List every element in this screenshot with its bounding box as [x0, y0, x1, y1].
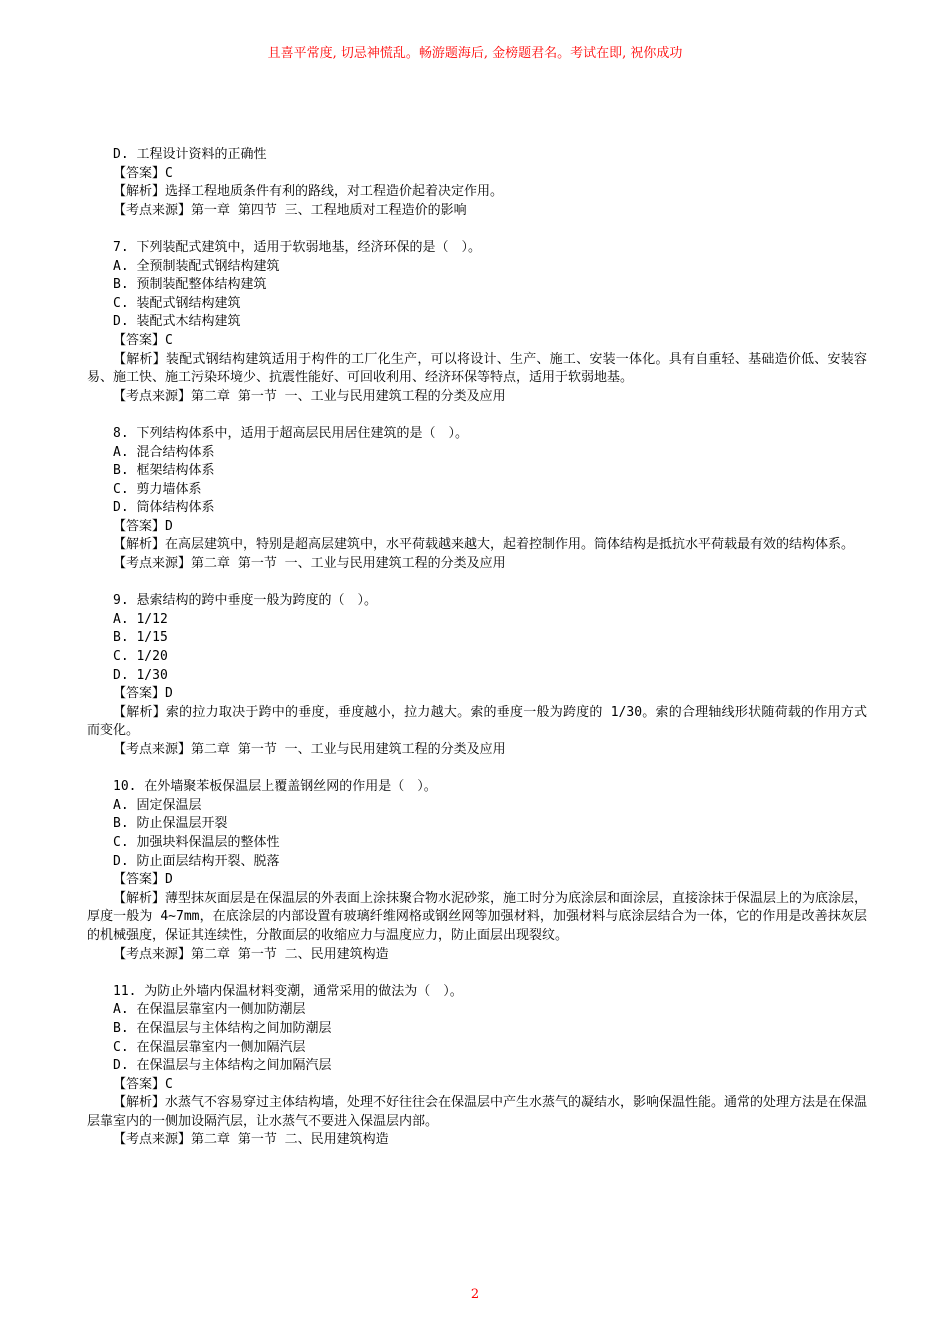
option-b: B. 1/15 [113, 630, 168, 646]
option-b: B. 防止保温层开裂 [113, 816, 228, 832]
source-line: 【考点来源】第二章 第一节 二、民用建筑构造 [113, 1132, 389, 1148]
question-block-10 [87, 778, 867, 964]
answer-line: 【答案】C [113, 332, 173, 348]
source-line: 【考点来源】第一章 第四节 三、工程地质对工程造价的影响 [113, 202, 467, 218]
analysis-line: 【解析】装配式钢结构建筑适用于构件的工厂化生产，可以将设计、生产、施工、安装一体化。具有自重轻、基础造价低、安装容易、施工快、施工污染环境少、抗震性能好、可回收利用、经济环保等特点，适用于软弱地基。 [87, 351, 867, 386]
option-b: B. 在保温层与主体结构之间加防潮层 [113, 1020, 332, 1036]
option-b: B. 框架结构体系 [113, 463, 215, 479]
spacer [87, 574, 867, 593]
analysis-line: 【解析】索的拉力取决于跨中的垂度，垂度越小，拉力越大。索的垂度一般为跨度的 1/30。索的合理轴线形状随荷载的作用方式而变化。 [87, 704, 867, 739]
spacer [87, 406, 867, 425]
header-motto: 且喜平常度, 切忌神慌乱。畅游题海后, 金榜题君名。考试在即, 祝你成功 [267, 46, 683, 61]
option-c: C. 在保温层靠室内一侧加隔汽层 [113, 1039, 306, 1055]
spacer [87, 964, 867, 983]
option-c: C. 装配式钢结构建筑 [113, 295, 241, 311]
option-c: C. 剪力墙体系 [113, 481, 202, 497]
option-d: D. 1/30 [113, 667, 168, 683]
page-number: 2 [470, 1287, 480, 1302]
question-stem: 9. 悬索结构的跨中垂度一般为跨度的（ ）。 [113, 593, 377, 609]
question-stem: 8. 下列结构体系中，适用于超高层民用居住建筑的是（ ）。 [113, 425, 468, 441]
answer-line: 【答案】D [113, 686, 173, 702]
question-block-7 [87, 239, 867, 406]
option-a: A. 混合结构体系 [113, 444, 215, 460]
question-stem: 11. 为防止外墙内保温材料变潮，通常采用的做法为（ ）。 [113, 983, 463, 999]
option-d: D. 在保温层与主体结构之间加隔汽层 [113, 1058, 332, 1074]
question-block-11 [87, 983, 867, 1150]
analysis-line: 【解析】薄型抹灰面层是在保温层的外表面上涂抹聚合物水泥砂浆，施工时分为底涂层和面涂层，直接涂抹于保温层上的为底涂层，厚度一般为 4~7mm，在底涂层的内部设置有玻璃纤维网格或钢丝网等加强材料，加强材料与底涂层结合为一体，它的作用是改善抹灰层的机械强度，保证其连续性，分散面层的收缩应力与温度应力，防止面层出现裂纹。 [87, 890, 868, 943]
option-c: C. 加强块料保温层的整体性 [113, 834, 280, 850]
option-a: A. 固定保温层 [113, 797, 202, 813]
option-a: A. 1/12 [113, 611, 168, 627]
question-stem: 10. 在外墙聚苯板保温层上覆盖钢丝网的作用是（ ）。 [113, 779, 437, 795]
source-line: 【考点来源】第二章 第一节 一、工业与民用建筑工程的分类及应用 [113, 388, 506, 404]
question-stem: 7. 下列装配式建筑中，适用于软弱地基，经济环保的是（ ）。 [113, 239, 481, 255]
option-d: D. 装配式木结构建筑 [113, 314, 241, 330]
option-d: D. 筒体结构体系 [113, 500, 215, 516]
option-d: D. 防止面层结构开裂、脱落 [113, 853, 280, 869]
option-d: D. 工程设计资料的正确性 [113, 147, 267, 162]
option-b: B. 预制装配整体结构建筑 [113, 277, 267, 293]
spacer [87, 760, 867, 779]
source-line: 【考点来源】第二章 第一节 二、民用建筑构造 [113, 946, 389, 962]
option-a: A. 全预制装配式钢结构建筑 [113, 258, 280, 274]
answer-line: 【答案】D [113, 518, 173, 534]
answer-line: 【答案】C [113, 1076, 173, 1092]
question-block-8 [87, 425, 867, 574]
answer-line: 【答案】D [113, 872, 173, 888]
option-c: C. 1/20 [113, 649, 168, 665]
analysis-line: 【解析】在高层建筑中，特别是超高层建筑中，水平荷载越来越大，起着控制作用。筒体结构是抵抗水平荷载最有效的结构体系。 [113, 537, 855, 553]
question-block-9 [87, 592, 867, 759]
spacer [87, 220, 867, 239]
analysis-line: 【解析】选择工程地质条件有利的路线，对工程造价起着决定作用。 [113, 184, 504, 200]
analysis-line: 【解析】水蒸气不容易穿过主体结构墙，处理不好往往会在保温层中产生水蒸气的凝结水，影响保温性能。通常的处理方法是在保温层靠室内的一侧加设隔汽层，让水蒸气不要进入保温层内部。 [87, 1095, 868, 1129]
source-line: 【考点来源】第二章 第一节 一、工业与民用建筑工程的分类及应用 [113, 556, 506, 572]
answer-line: 【答案】C [113, 165, 173, 181]
prev-question-tail [87, 146, 867, 220]
document-body [87, 146, 867, 1150]
source-line: 【考点来源】第二章 第一节 一、工业与民用建筑工程的分类及应用 [113, 742, 506, 757]
option-a: A. 在保温层靠室内一侧加防潮层 [113, 1002, 306, 1018]
